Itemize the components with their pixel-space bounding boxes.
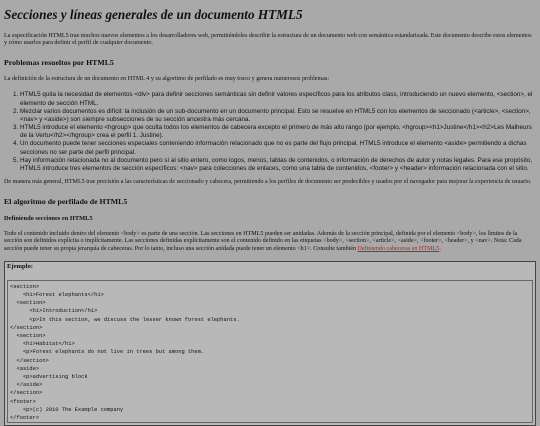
code-line: <h1>Introduction</h1> xyxy=(10,308,98,315)
code-line: <aside> xyxy=(10,365,40,372)
code-line: <p>(c) 2010 The Example company xyxy=(10,406,124,413)
code-line: <section> xyxy=(10,283,40,290)
code-line: <section> xyxy=(10,300,46,307)
subheading-defining-sections: Definiendo secciones en HTML5 xyxy=(4,215,93,223)
problems-closing-paragraph: De manera más general, HTML5 trae precisión a las características de seccionado y cabecera, permitiendo a los perfiles de documento ser predecibles y usados por el navegador para mejorar la experiencia de usuario. xyxy=(4,179,532,186)
list-item: 4. Un documento puede tener secciones especiales conteniendo información relacionado que no es parte del flujo principal. HTML5 introduce el elemento <aside> permitiendo a dichas secciones no ser parte del perfil principal. xyxy=(20,140,536,156)
code-block xyxy=(7,280,533,423)
list-item: 1. HTML5 quita la necesidad de elementos <div> para definir secciones semánticas sin definir valores específicos para los atributos class, introduciendo un nuevo elemento, <section>, el elemento de sección HTML. xyxy=(20,91,536,107)
defining-sections-text: Todo el contenido incluido dentro del elemento <body> es parte de una sección. Las secciones en HTML5 pueden ser anidadas. Además de la sección principal, definida por el elemento <body>, los límites de la sección son definidos explícita o implícitamente. Las secciones definidas explícitamente son el contenido definido en las etiquetas <body>, <section>, <article>, <aside>, <footer>, <header>, y <nav>. Nota: Cada sección puede tener su propia jerarquía de cabeceras. Por lo tanto, incluso una sección anidada puede tener un elemento <h1>. Consulte también xyxy=(4,230,522,253)
defining-sections-paragraph xyxy=(4,231,536,255)
problems-list xyxy=(4,91,536,173)
list-item: 5. Hay información relacionada no al documento pero sí al sitio entero, como logos, menús, tablas de contenidos, o información de derechos de autor y notas legales. Para ese propósito, HTML5 introduce tres elementos de sección específicos: <nav> para colecciones de enlaces, como una tabla de contenidos, <footer> y <header> información relacionada con el sitio. xyxy=(20,157,536,173)
list-item: 3. HTML5 introduce el elemento <hgroup> que oculta todos los elementos de cabecera excepto el primero de más alto rango (por ejemplo, <hgroup><h1>Justine</h1><h2>Les Malheurs de la Vertu</h2></hgroup> crea el perfil 1. Justine). xyxy=(20,124,536,140)
code-line: <h1>Forest elephants</h1> xyxy=(10,292,104,299)
code-line: <p>advertising block xyxy=(10,374,88,381)
example-box xyxy=(4,261,536,426)
intro-paragraph: La especificación HTML5 trae muchos nuevos elementos a los desarrolladores web, permitiéndoles describir la estructura de un documento web con semántica estandarizada. Este documento describe estos elementos y cómo usarlos para definir el perfil de cualquier documento. xyxy=(4,32,532,47)
list-item: 2. Mezclar varios documentos es difícil: la inclusión de un sub-documento en un documento principal. Esto se resuelve en HTML5 con los elementos de seccionado (<article>, <section>, <nav> y <aside>) son siempre subsecciones de su sección ancestra más cercana. xyxy=(20,108,536,124)
problems-lead-paragraph: La definición de la estructura de un documento en HTML 4 y su algoritmo de perfilado es muy tosco y genera numerosos problemas: xyxy=(4,76,330,83)
code-line: <h1>Habitat</h1> xyxy=(10,341,75,348)
code-line: </section> xyxy=(10,390,43,397)
headings-link[interactable]: Definiendo cabeceras en HTML5 xyxy=(357,246,440,253)
code-line: <footer> xyxy=(10,398,36,405)
paragraph-end: . xyxy=(439,246,441,253)
code-line: </footer> xyxy=(10,415,40,422)
section-heading-problems: Problemas resueltos por HTML5 xyxy=(4,58,114,68)
code-line: <p>Forest elephants do not live in trees but among them. xyxy=(10,349,205,356)
page-title: Secciones y líneas generales de un documento HTML5 xyxy=(4,7,303,22)
example-title: Ejemplo: xyxy=(7,263,34,271)
section-heading-algorithm: El algoritmo de perfilado de HTML5 xyxy=(4,197,128,207)
code-line: </section> xyxy=(10,357,49,364)
code-line: <section> xyxy=(10,333,46,340)
code-line: <p>In this section, we discuss the lesser known forest elephants. xyxy=(10,316,240,323)
code-line: </section> xyxy=(10,324,43,331)
code-line: </aside> xyxy=(10,382,43,389)
